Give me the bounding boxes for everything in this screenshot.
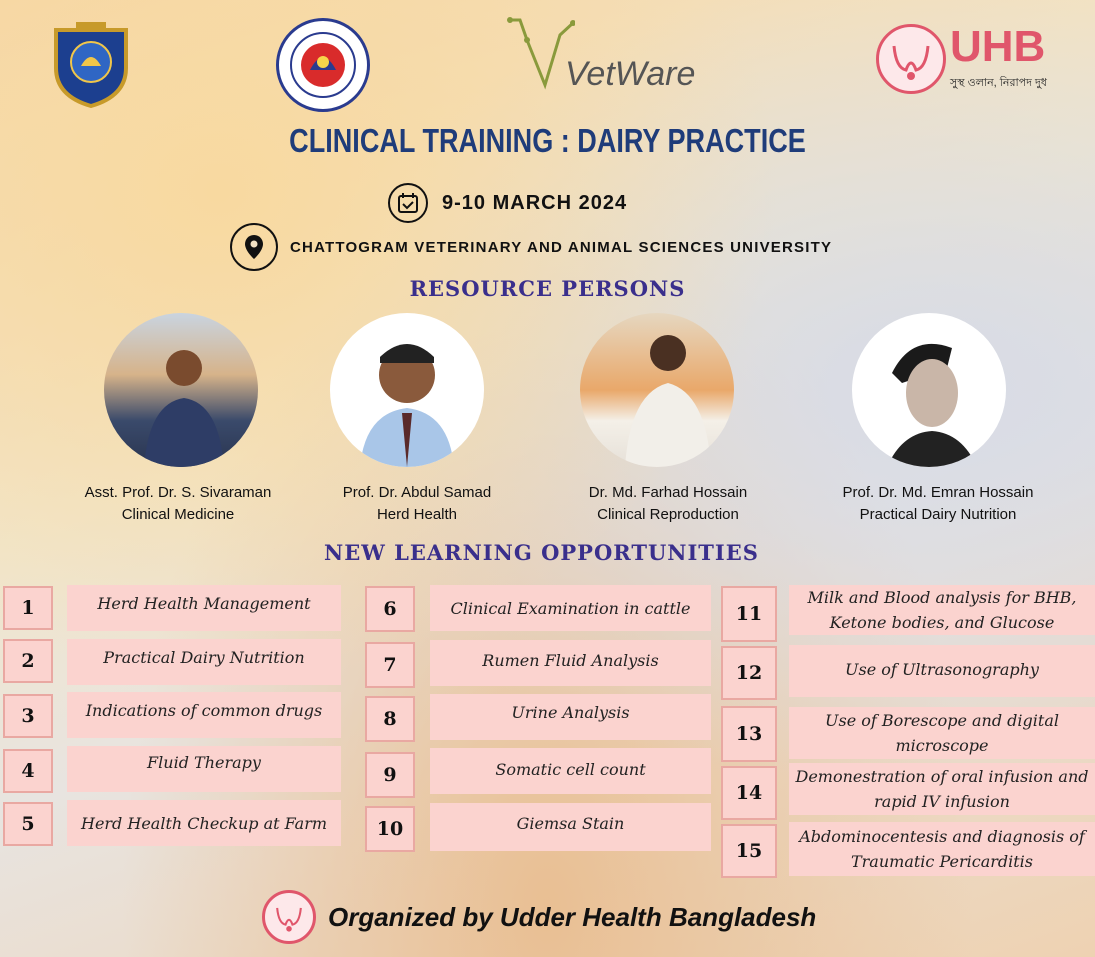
person-2-dept: Herd Health	[376, 506, 458, 523]
date-row	[388, 183, 627, 223]
item-5-label: Herd Health Checkup at Farm	[67, 800, 341, 846]
item-7-number: 7	[365, 642, 415, 688]
item-13-label: Use of Borescope and digital microscope	[789, 707, 1095, 759]
person-1-dept: Clinical Medicine	[121, 506, 235, 523]
item-12-number: 12	[721, 646, 777, 700]
calendar-icon	[388, 183, 428, 223]
person-4-card	[818, 482, 1058, 526]
item-10-label: Giemsa Stain	[430, 803, 711, 851]
footer	[262, 890, 816, 944]
person-photo-4	[852, 313, 1006, 467]
cvasu-logo	[46, 18, 136, 108]
item-12-label: Use of Ultrasonography	[789, 645, 1095, 697]
item-9-number: 9	[365, 752, 415, 798]
person-4-name: Prof. Dr. Md. Emran Hossain	[842, 484, 1034, 501]
uhb-tagline: সুস্থ ওলান, নিরাপদ দুধ	[950, 77, 1047, 89]
page-title: CLINICAL TRAINING : DAIRY PRACTICE	[289, 122, 806, 159]
item-11-number: 11	[721, 586, 777, 642]
item-1-label: Herd Health Management	[67, 585, 341, 631]
resource-persons-heading: RESOURCE PERSONS	[409, 276, 686, 301]
item-15-number: 15	[721, 824, 777, 878]
item-3-label: Indications of common drugs	[67, 692, 341, 738]
item-2-number: 2	[3, 639, 53, 683]
person-2-card	[297, 482, 537, 526]
item-3-number: 3	[3, 694, 53, 738]
item-8-number: 8	[365, 696, 415, 742]
person-photo-3	[580, 313, 734, 467]
person-1-name: Asst. Prof. Dr. S. Sivaraman	[84, 484, 272, 501]
location-pin-icon	[230, 223, 278, 271]
event-date: 9-10 MARCH 2024	[442, 191, 628, 214]
item-13-number: 13	[721, 706, 777, 762]
person-1-card	[58, 482, 298, 526]
item-14-label: Demonestration of oral infusion and rapid IV infusion	[789, 763, 1095, 815]
learning-opportunities-heading: NEW LEARNING OPPORTUNITIES	[324, 540, 759, 565]
item-14-number: 14	[721, 766, 777, 820]
item-11-label: Milk and Blood analysis for BHB, Ketone bodies, and Glucose	[789, 585, 1095, 635]
person-4-dept: Practical Dairy Nutrition	[859, 506, 1017, 523]
person-3-dept: Clinical Reproduction	[597, 506, 739, 523]
event-location: CHATTOGRAM VETERINARY AND ANIMAL SCIENCES UNIVERSITY	[290, 238, 833, 256]
item-4-label: Fluid Therapy	[67, 746, 341, 792]
uhb-wordmark: UHB	[950, 22, 1046, 71]
person-3-card	[548, 482, 788, 526]
organizer-text: Organized by Udder Health Bangladesh	[328, 901, 817, 932]
person-photo-2	[330, 313, 484, 467]
item-8-label: Urine Analysis	[430, 694, 711, 740]
item-9-label: Somatic cell count	[430, 748, 711, 794]
location-row	[230, 223, 832, 271]
item-5-number: 5	[3, 802, 53, 846]
person-3-name: Dr. Md. Farhad Hossain	[588, 484, 748, 501]
item-10-number: 10	[365, 806, 415, 852]
item-15-label: Abdominocentesis and diagnosis of Traumatic Pericarditis	[789, 822, 1095, 876]
vetware-logo	[505, 15, 715, 95]
item-7-label: Rumen Fluid Analysis	[430, 640, 711, 686]
item-2-label: Practical Dairy Nutrition	[67, 639, 341, 685]
university-seal-logo	[276, 18, 370, 112]
item-6-label: Clinical Examination in cattle	[430, 585, 711, 631]
person-2-name: Prof. Dr. Abdul Samad	[342, 484, 492, 501]
person-photo-1	[104, 313, 258, 467]
uhb-footer-logo	[262, 890, 316, 944]
vetware-wordmark: VetWare	[565, 55, 696, 93]
item-1-number: 1	[3, 586, 53, 630]
item-6-number: 6	[365, 586, 415, 632]
uhb-logo	[876, 22, 1076, 97]
item-4-number: 4	[3, 749, 53, 793]
